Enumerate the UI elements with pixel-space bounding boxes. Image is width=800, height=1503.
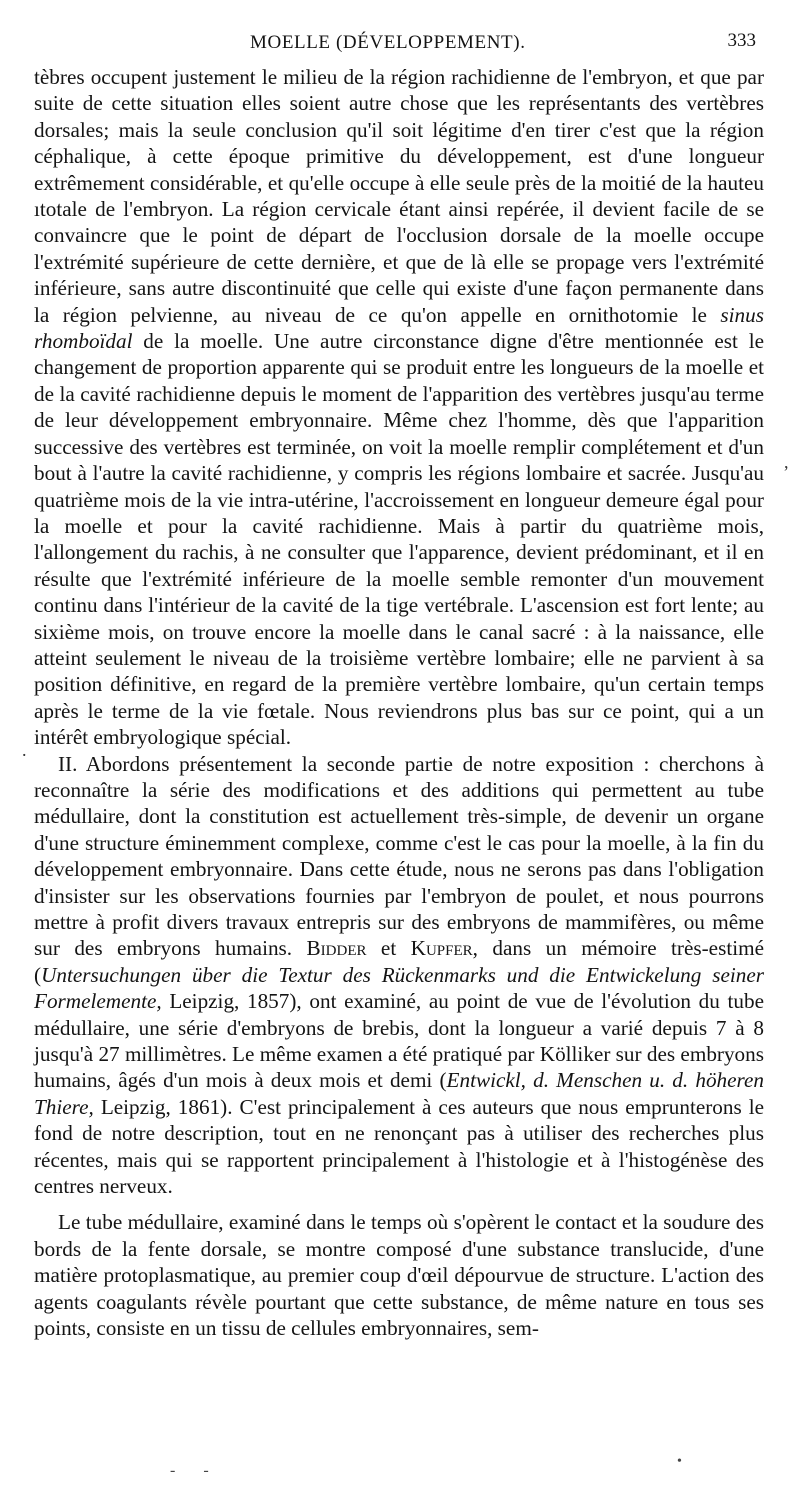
page-number: 333 [727, 30, 756, 51]
text-run: Leipzig, 1857), ont examiné, au point de vue de l'évolution du tube médullaire, une série d'embryons de brebis, dont la longueur a varié depuis 7 à 8 jusqu'à 27 millimètres. Le même examen a été pratiqué par Kölliker sur des embryons humains, âgés d'un mois à deux mois et demi ( [34, 989, 764, 1093]
text-run: de la moelle. Une autre circonstance digne d'être mentionnée est le changement de proportion apparente qui se produit entre les longueurs de la moelle et de la cavité rachidienne depuis le moment de l'apparition des vertèbres jusqu'au terme de leur développement embryonnaire. Même chez l'homme, dès que l'apparition successive des vertèbres est terminée, on voit la moelle remplir complétement et d'un bout à l'autre la cavité rachidienne, y compris les régions lombaire et sacrée. Jusqu'au quatrième mois de la vie intra-utérine, l'accroissement en longueur demeure égal pour la moelle et pour la cavité rachidienne. Mais à partir du quatrième mois, l'allongement du rachis, à ne consulter que l'apparence, devient prédominant, et il en résulte que l'extrémité inférieure de la moelle semble remonter d'un mouvement continu dans l'intérieur de la cavité de la tige vertébrale. L'ascension est fort lente; au sixième mois, on trouve encore la moelle dans le canal sacré : à la naissance, elle atteint seulement le niveau de la troisième vertèbre lombaire; elle ne parvient à sa position définitive, en regard de la première vertèbre lombaire, qu'un certain temps après le terme de la vie fœtale. Nous reviendrons plus bas sur ce point, qui a un intérêt embryologique spécial. [34, 329, 764, 750]
text-run: et [366, 936, 411, 961]
book-title: Entwickl, d. Menschen u. d. höheren Thiere, [34, 1068, 764, 1119]
paragraph-2 [34, 751, 764, 1200]
author-name: Bidder [306, 936, 367, 961]
text-run: Leipzig, 1861). C'est principalement à ces auteurs que nous emprunterons le fond de notre description, tout en ne renonçant pas à utiliser des recherches plus récentes, mais qui se rapportent principalement à l'histologie et à l'histogénèse des centres nerveux. [34, 1094, 764, 1199]
paragraph-1 [34, 64, 764, 751]
footer-dashes: ‑‑ [170, 1462, 237, 1479]
footer-speck: • [677, 1454, 682, 1469]
book-title: Untersuchungen über die Textur des Rückenmarks und die Entwickelung seiner Formelemente, [34, 962, 764, 1014]
text-run: II. Abordons présentement la seconde partie de notre exposition : cherchons à reconnaître la série des modifications et des additions qui permettent au tube médullaire, dont la constitution est actuellement très-simple, de devenir un organe d'une structure éminemment complexe, comme c'est le cas pour la moelle, à la fin du développement embryonnaire. Dans cette étude, nous ne serons pas dans l'obligation d'insister sur les observations fournies par l'embryon de poulet, et nous pourrons mettre à profit divers travaux entrepris sur des embryons de mammifères, ou même sur des embryons humains. [34, 751, 764, 961]
author-name: Kupfer [410, 936, 473, 961]
running-title: MOELLE (DÉVELOPPEMENT). [250, 32, 526, 53]
running-header [0, 30, 800, 60]
text-run: Le tube médullaire, examiné dans le temps où s'opèrent le contact et la soudure des bords de la fente dorsale, se montre composé d'une substance translucide, d'une matière protoplasmatique, au premier coup d'œil dépourvue de structure. L'action des agents coagulants révèle pourtant que cette substance, de même nature en tous ses points, consiste en un tissu de cellules embryonnaires, sem- [34, 1210, 764, 1341]
text-run: tèbres occupent justement le milieu de la région rachidienne de l'embryon, et que par suite de cette situation elles soient autre chose que les représentants des vertèbres dorsales; mais la seule conclusion qu'il soit légitime d'en tirer c'est que la région céphalique, à cette époque primitive du développement, est d'une longueur extrêmement considérable, et qu'elle occupe à elle seule près de la moitié de la hauteu ıtotale de l'embryon. La région cervicale étant ainsi repérée, il devient facile de se convaincre que le point de départ de l'occlusion dorsale de la moelle occupe l'extrémité supérieure de cette dernière, et que de là elle se propage vers l'extrémité inférieure, sans autre discontinuité que celle qui existe d'une façon permanente dans la région pelvienne, au niveau de ce qu'on appelle en ornithotomie le [34, 65, 764, 327]
text-run: , dans un mémoire très-estimé ( [34, 936, 764, 987]
margin-speck: , [784, 452, 789, 472]
body-text [34, 64, 764, 1342]
paragraph-3 [34, 1209, 764, 1341]
margin-speck: . [22, 740, 27, 760]
italic-term: sinus rhomboïdal [34, 302, 764, 354]
